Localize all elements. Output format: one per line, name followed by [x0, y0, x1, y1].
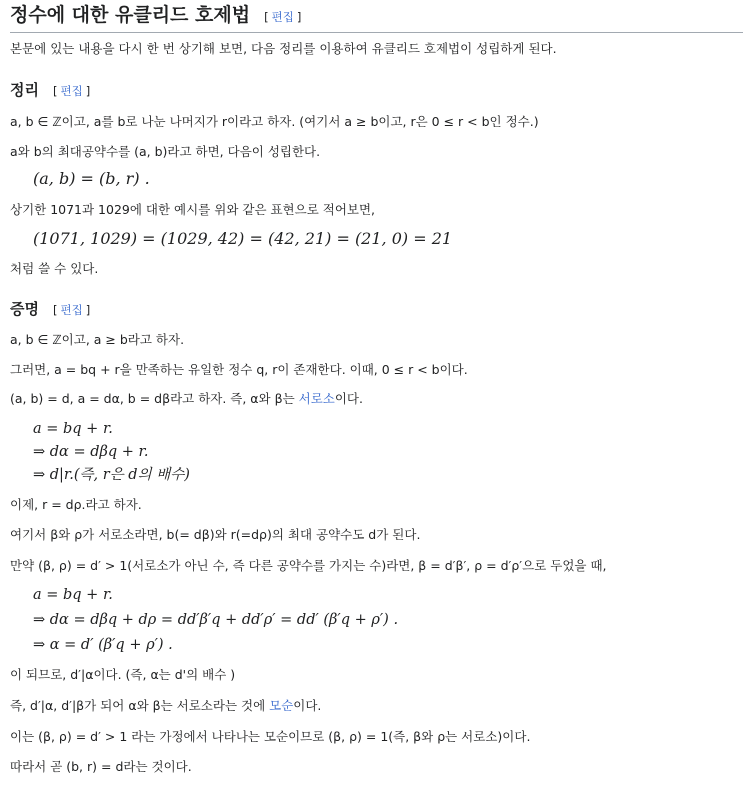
section-title: 정수에 대한 유클리드 호제법	[10, 4, 251, 26]
theorem-edit-wrapper: [ 편집 ]	[52, 84, 91, 98]
intro-paragraph: 본문에 있는 내용을 다시 한 번 상기해 보면, 다음 정리를 이용하여 유클리드 호제법이 성립하게 된다.	[10, 41, 557, 56]
proof-equation: a = bq + r.	[33, 421, 113, 437]
edit-link[interactable]: 편집	[271, 10, 294, 24]
contradiction-link[interactable]: 모순	[269, 698, 294, 713]
proof-gcd-suffix: 이다.	[334, 391, 363, 406]
section-heading	[10, 4, 301, 28]
proof-gcd-text: (a, b) = d, a = dα, b = dβ라고 하자. 즉, α와 β는	[10, 391, 299, 406]
proof-assumption: a, b ∈ ℤ이고, a ≥ b라고 하자.	[10, 332, 185, 347]
proof-non-coprime-case: 만약 (β, ρ) = d′ > 1(서로소가 아닌 수, 즉 다른 공약수를 가지는 수)라면, β = d′β′, ρ = d′ρ′으로 두었을 때,	[10, 558, 607, 573]
proof-equation: ⇒ dα = dβq + r.	[33, 444, 149, 460]
example-outro: 처럼 쓸 수 있다.	[10, 261, 99, 276]
proof-conclusion-coprime: 이는 (β, ρ) = d′ > 1 라는 가정에서 나타나는 모순이므로 (β, ρ) = 1(즉, β와 ρ는 서로소)이다.	[10, 729, 531, 744]
heading-divider	[10, 32, 743, 33]
theorem-gcd-definition: a와 b의 최대공약수를 (a, b)라고 하면, 다음이 성립한다.	[10, 144, 321, 159]
proof-edit-wrapper: [ 편집 ]	[52, 303, 91, 317]
theorem-heading	[10, 79, 90, 102]
proof-coprime-case: 여기서 β와 ρ가 서로소라면, b(= dβ)와 r(=dρ)의 최대 공약수도 d가 된다.	[10, 527, 421, 542]
proof-conclusion: 따라서 곧 (b, r) = d라는 것이다.	[10, 759, 192, 774]
proof-heading	[10, 298, 90, 321]
proof-contradiction-suffix: 이다.	[293, 698, 322, 713]
proof-gcd-line	[10, 388, 363, 410]
proof-divisibility: 이 되므로, d′|α이다. (즉, α는 d'의 배수 )	[10, 667, 236, 682]
theorem-title: 정리	[10, 81, 39, 99]
proof-equation: ⇒ dα = dβq + dρ = dd′β′q + dd′ρ′ = dd′ (β′q + ρ′) .	[33, 612, 399, 628]
proof-equation: ⇒ α = d′ (β′q + ρ′) .	[33, 637, 173, 653]
proof-division: 그러면, a = bq + r을 만족하는 유일한 정수 q, r이 존재한다. 이때, 0 ≤ r < b이다.	[10, 362, 468, 377]
proof-rho-definition: 이제, r = dρ.라고 하자.	[10, 497, 142, 512]
example-intro: 상기한 1071과 1029에 대한 예시를 위와 같은 표현으로 적어보면,	[10, 202, 376, 217]
proof-edit-link[interactable]: 편집	[60, 303, 83, 317]
proof-title: 증명	[10, 300, 39, 318]
proof-contradiction-text: 즉, d′|α, d′|β가 되어 α와 β는 서로소라는 것에	[10, 698, 270, 713]
theorem-statement: a, b ∈ ℤ이고, a를 b로 나눈 나머지가 r이라고 하자. (여기서 a ≥ b이고, r은 0 ≤ r < b인 정수.)	[10, 114, 539, 129]
coprime-link[interactable]: 서로소	[298, 391, 335, 406]
example-formula: (1071, 1029) = (1029, 42) = (42, 21) = (21, 0) = 21	[33, 229, 453, 248]
edit-section-link-wrapper: [ 편집 ]	[264, 10, 302, 24]
proof-contradiction-line	[10, 695, 321, 717]
theorem-formula: (a, b) = (b, r) .	[33, 169, 150, 188]
proof-equation: a = bq + r.	[33, 587, 113, 603]
theorem-edit-link[interactable]: 편집	[60, 84, 83, 98]
proof-equation: ⇒ d|r.(즉, r은 d의 배수)	[33, 467, 190, 483]
